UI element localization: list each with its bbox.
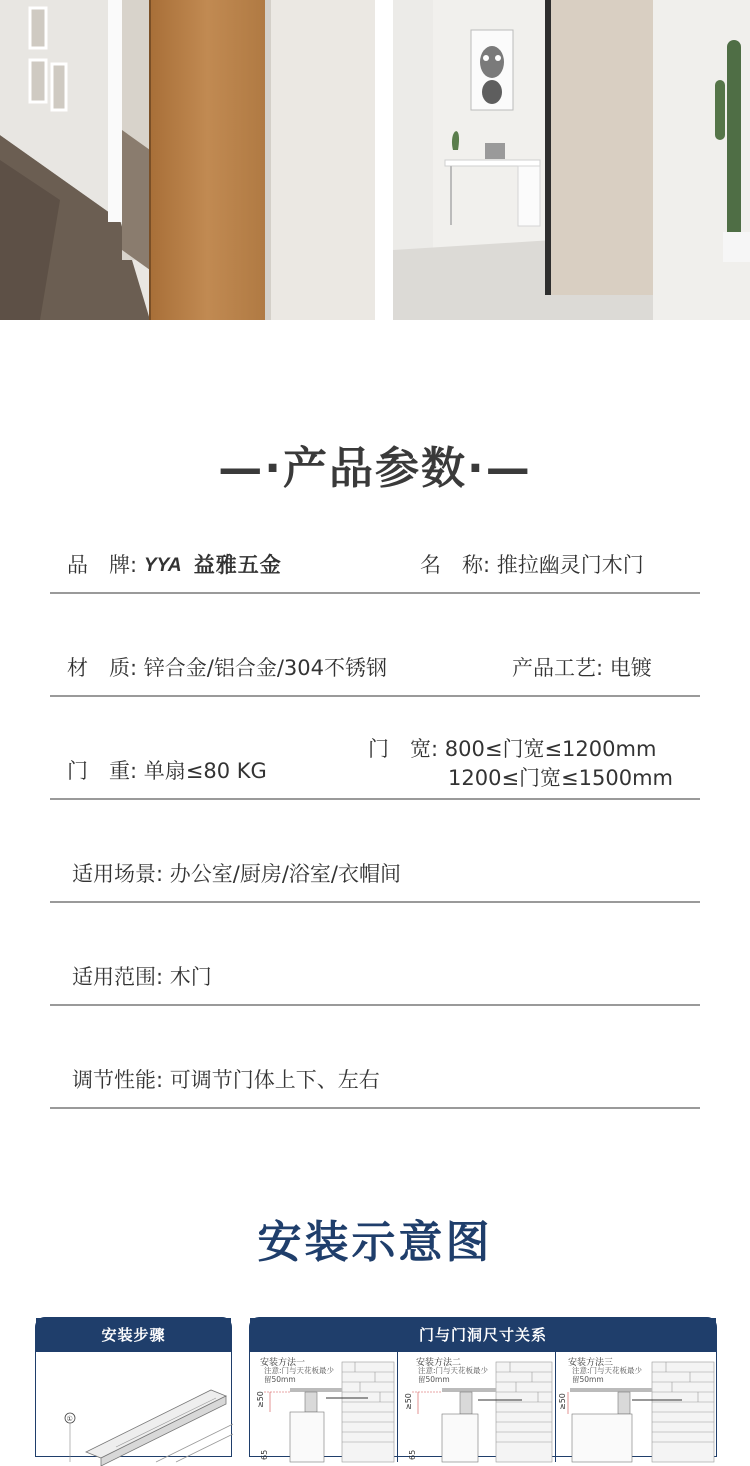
office-door-illustration xyxy=(0,0,375,320)
param-process xyxy=(512,652,652,682)
param-label: 适用场景: xyxy=(72,862,164,886)
param-label: 门 宽: xyxy=(368,737,439,761)
brand-logo-text: YYA xyxy=(143,554,182,576)
door-size-panels xyxy=(250,1352,716,1462)
param-value: 办公室/厨房/浴室/衣帽间 xyxy=(169,862,401,886)
param-label: 调节性能: xyxy=(72,1068,164,1092)
method-panel-2 xyxy=(398,1352,556,1462)
method-3-drawing xyxy=(556,1352,718,1462)
param-value: 木门 xyxy=(169,965,212,989)
param-row-adjust xyxy=(50,1006,700,1109)
method-name: 安装方法三 xyxy=(568,1358,614,1368)
method-note: 注意:门与天花板最少 xyxy=(572,1366,643,1375)
param-label: 材 质: xyxy=(67,656,138,680)
param-label: 产品工艺: xyxy=(512,656,604,680)
dim-height: 65 xyxy=(408,1449,417,1460)
method-note: 注意:门与天花板最少 xyxy=(418,1366,489,1375)
param-row-range xyxy=(50,903,700,1006)
param-value: 800≤门宽≤1200mm xyxy=(444,737,657,761)
param-value: 可调节门体上下、左右 xyxy=(169,1068,380,1092)
method-panel-3 xyxy=(556,1352,718,1462)
method-note-2: 留50mm xyxy=(418,1375,450,1384)
param-label: 门 重: xyxy=(67,759,138,783)
method-2-drawing xyxy=(398,1352,556,1462)
param-value: 1200≤门宽≤1500mm xyxy=(448,766,673,790)
office-door-photo xyxy=(0,0,375,320)
dim-min-gap: ≥50 xyxy=(558,1393,567,1410)
param-row-material-process xyxy=(50,594,700,697)
param-range xyxy=(72,961,212,991)
param-label: 适用范围: xyxy=(72,965,164,989)
method-note-2: 留50mm xyxy=(572,1375,604,1384)
param-row-scenes xyxy=(50,800,700,903)
param-value: 电镀 xyxy=(609,656,652,680)
param-row-weight-width xyxy=(50,697,700,800)
param-brand xyxy=(67,549,282,580)
room-door-photo xyxy=(393,0,750,320)
install-section-title: 安装示意图 xyxy=(257,1217,493,1268)
method-panel-1 xyxy=(250,1352,398,1462)
dim-height: 65 xyxy=(260,1449,269,1460)
param-door-weight xyxy=(67,755,267,785)
params-section-title: —·产品参数·— xyxy=(218,443,532,494)
param-scenes xyxy=(72,858,401,888)
param-value: 推拉幽灵门木门 xyxy=(496,553,644,577)
method-name: 安装方法一 xyxy=(260,1358,306,1368)
dim-min-gap: ≥50 xyxy=(404,1393,413,1410)
param-value: 锌合金/铝合金/304不锈钢 xyxy=(143,656,387,680)
param-label: 品 牌: xyxy=(67,553,138,577)
method-note-2: 留50mm xyxy=(264,1375,296,1384)
method-note: 注意:门与天花板最少 xyxy=(264,1366,335,1375)
param-door-width xyxy=(368,733,656,763)
brand-logo xyxy=(144,553,188,580)
param-product-name xyxy=(420,549,644,579)
param-adjust xyxy=(72,1064,380,1094)
room-door-illustration xyxy=(393,0,750,320)
brand-logo-mark xyxy=(144,553,188,575)
param-row-brand-name xyxy=(50,491,700,594)
door-size-header: 门与门洞尺寸关系 xyxy=(250,1318,716,1352)
param-material xyxy=(67,652,387,682)
install-steps-card xyxy=(35,1317,232,1457)
install-steps-header: 安装步骤 xyxy=(36,1318,231,1352)
param-door-width-line2 xyxy=(448,762,673,792)
step-mark: ① xyxy=(66,1415,73,1423)
param-value: 单扇≤80 KG xyxy=(143,759,267,783)
brand-name: 益雅五金 xyxy=(193,553,282,577)
install-steps-diagram xyxy=(36,1352,233,1462)
door-size-card xyxy=(249,1317,717,1460)
param-label: 名 称: xyxy=(420,553,491,577)
dim-min-gap: ≥50 xyxy=(256,1391,265,1408)
method-1-drawing xyxy=(250,1352,398,1462)
method-name: 安装方法二 xyxy=(416,1358,462,1368)
